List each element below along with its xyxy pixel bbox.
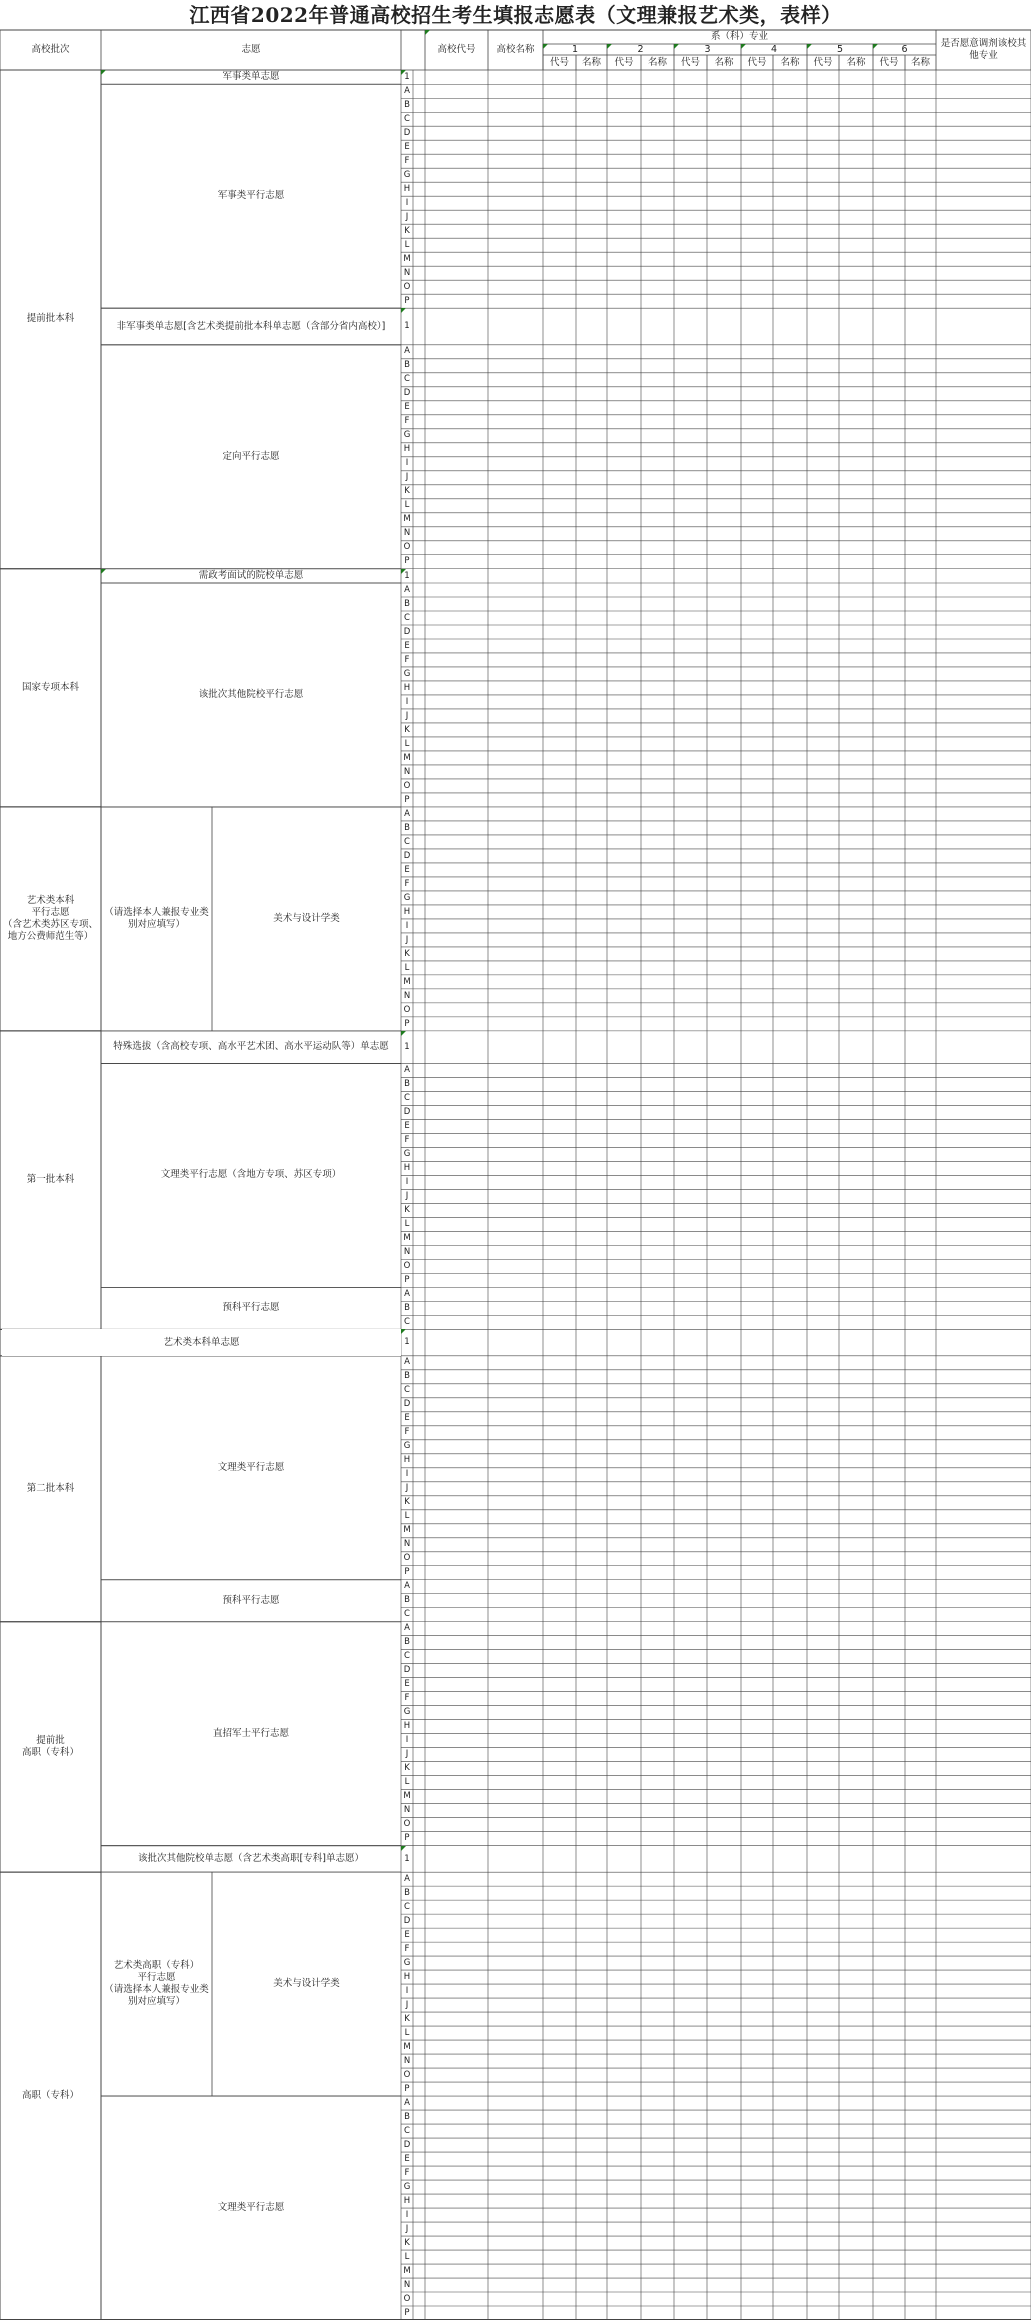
header-major-code: 代号	[680, 56, 700, 68]
header-majors: 系（科）专业	[710, 31, 768, 43]
row-label: J	[405, 1749, 409, 1760]
row-label: J	[405, 472, 409, 483]
row-label: J	[405, 2223, 409, 2234]
row-label: O	[403, 2069, 411, 2080]
section-wenli-gaozhi: 文理类平行志愿	[217, 2202, 285, 2214]
row-label: L	[404, 2251, 410, 2262]
section-yuke-dier: 预科平行志愿	[222, 1594, 280, 1606]
row-label: D	[403, 850, 411, 861]
row-label: M	[403, 2265, 411, 2276]
header-school-code: 高校代号	[425, 30, 488, 70]
row-label: K	[404, 486, 410, 497]
header-major-3: 3	[674, 44, 741, 55]
row-label: H	[403, 1721, 411, 1732]
row-label: A	[404, 808, 410, 819]
section-junshi-single: 军事类单志愿	[101, 70, 401, 84]
row-label: 1	[401, 1329, 413, 1355]
section-yishu-gaozhi: 艺术类高职（专科） 平行志愿 （请选择本人兼报专业类别对应填写）	[104, 1960, 209, 2007]
section-feijunshi-single: 非军事类单志愿[含艺术类提前批本科单志愿（含部分省内高校）]	[116, 320, 386, 332]
row-label: M	[403, 514, 411, 525]
batch-yishu-benke: 艺术类本科 平行志愿 （含艺术类苏区专项、地方公费师范生等）	[2, 895, 98, 942]
row-label: A	[404, 1289, 410, 1300]
row-label: B	[404, 822, 410, 833]
row-label: L	[404, 2027, 410, 2038]
row-label: D	[403, 1107, 411, 1118]
row-label: 1	[401, 569, 413, 583]
row-label: P	[404, 1018, 410, 1029]
row-label: C	[404, 1317, 410, 1328]
row-label: G	[403, 2181, 411, 2192]
section-yishu-hint: （请选择本人兼报专业类别对应填写）	[104, 907, 209, 930]
row-label: C	[404, 1609, 410, 1620]
row-label: K	[404, 2237, 410, 2248]
row-label: M	[403, 752, 411, 763]
row-label: J	[405, 1999, 409, 2010]
row-label: G	[403, 1149, 411, 1160]
row-label: B	[404, 1079, 410, 1090]
row-label: P	[404, 2307, 410, 2318]
row-label: F	[404, 416, 410, 427]
row-label: M	[403, 1525, 411, 1536]
row-label: P	[404, 295, 410, 306]
row-label: B	[404, 1303, 410, 1314]
row-label: A	[404, 2097, 410, 2108]
row-label: K	[404, 1205, 410, 1216]
row-label: C	[404, 2125, 410, 2136]
section-wenli-diyi: 文理类平行志愿（含地方专项、苏区专项）	[160, 1169, 342, 1181]
row-label: C	[404, 1385, 410, 1396]
row-label: D	[403, 127, 411, 138]
row-label: D	[403, 626, 411, 637]
row-label: N	[403, 1805, 411, 1816]
row-label: M	[403, 976, 411, 987]
row-label: C	[404, 1651, 410, 1662]
row-label: D	[403, 1399, 411, 1410]
row-label: P	[404, 2083, 410, 2094]
row-label: B	[404, 1595, 410, 1606]
row-label: K	[404, 948, 410, 959]
row-label: B	[404, 2111, 410, 2122]
row-label: M	[403, 2041, 411, 2052]
row-label: M	[403, 253, 411, 264]
row-label: O	[403, 780, 411, 791]
batch-tiqian-gaozhi: 提前批 高职（专科）	[21, 1735, 79, 1758]
row-label: B	[404, 360, 410, 371]
row-label: O	[403, 1261, 411, 1272]
header-zhiyuan: 志愿	[241, 44, 261, 56]
row-label: I	[405, 458, 409, 469]
row-label: O	[403, 542, 411, 553]
row-label: K	[404, 2013, 410, 2024]
row-label: O	[403, 2293, 411, 2304]
row-label: D	[403, 2139, 411, 2150]
row-label: O	[403, 1553, 411, 1564]
row-label: L	[404, 1777, 410, 1788]
row-label: O	[403, 281, 411, 292]
row-label: L	[404, 239, 410, 250]
row-label: J	[405, 710, 409, 721]
header-major-name: 名称	[910, 56, 930, 68]
row-label: I	[405, 197, 409, 208]
row-label: 1	[401, 1031, 413, 1064]
row-label: F	[404, 2167, 410, 2178]
row-label: N	[403, 1539, 411, 1550]
row-label: P	[404, 556, 410, 567]
row-label: F	[404, 1427, 410, 1438]
row-label: B	[404, 1637, 410, 1648]
row-label: D	[403, 1915, 411, 1926]
row-label: E	[404, 141, 410, 152]
row-label: A	[404, 1623, 410, 1634]
row-label: G	[403, 668, 411, 679]
header-batch: 高校批次	[31, 44, 70, 56]
batch-dier: 第二批本科	[26, 1482, 75, 1494]
row-label: C	[404, 836, 410, 847]
header-major-2: 2	[607, 44, 674, 55]
row-label: F	[404, 654, 410, 665]
section-gaozhi-single: 该批次其他院校单志愿（含艺术类高职[专科]单志愿）	[138, 1852, 364, 1864]
row-label: M	[403, 1791, 411, 1802]
header-major-name: 名称	[846, 56, 866, 68]
section-yishu-single: 艺术类本科单志愿	[2, 1329, 401, 1355]
row-label: H	[403, 1971, 411, 1982]
header-major-4: 4	[741, 44, 807, 55]
row-label: N	[403, 528, 411, 539]
header-major-name: 名称	[581, 56, 601, 68]
header-major-code: 代号	[549, 56, 569, 68]
row-label: C	[404, 1901, 410, 1912]
row-label: N	[403, 2055, 411, 2066]
row-label: K	[404, 1497, 410, 1508]
row-label: F	[404, 878, 410, 889]
header-adjust: 是否愿意调剂该校其他专业	[940, 38, 1027, 61]
row-label: G	[403, 1957, 411, 1968]
header-major-5: 5	[807, 44, 873, 55]
row-label: E	[404, 402, 410, 413]
row-label: K	[404, 724, 410, 735]
row-label: P	[404, 1275, 410, 1286]
row-label: H	[403, 906, 411, 917]
row-label: I	[405, 1469, 409, 1480]
row-label: P	[404, 1567, 410, 1578]
row-label: F	[404, 1943, 410, 1954]
row-label: J	[405, 211, 409, 222]
row-label: B	[404, 598, 410, 609]
section-yuke-diyi: 预科平行志愿	[222, 1302, 280, 1314]
row-label: O	[403, 1004, 411, 1015]
row-label: J	[405, 1191, 409, 1202]
row-label: F	[404, 155, 410, 166]
row-label: B	[404, 1371, 410, 1382]
section-teshu: 特殊选拔（含高校专项、高水平艺术团、高水平运动队等）单志愿	[113, 1041, 389, 1053]
row-label: E	[404, 1121, 410, 1132]
row-label: N	[403, 990, 411, 1001]
row-label: N	[403, 1247, 411, 1258]
row-label: G	[403, 1441, 411, 1452]
section-meishu: 美术与设计学类	[273, 912, 340, 924]
row-label: K	[404, 225, 410, 236]
header-major-code: 代号	[813, 56, 833, 68]
header-major-6: 6	[873, 44, 936, 55]
section-guojia-parallel: 该批次其他院校平行志愿	[198, 689, 304, 701]
row-label: F	[404, 1693, 410, 1704]
row-label: H	[403, 1455, 411, 1466]
row-label: A	[404, 584, 410, 595]
row-label: I	[405, 1177, 409, 1188]
header-major-1: 1	[543, 44, 607, 55]
row-label: C	[404, 113, 410, 124]
row-label: G	[403, 1707, 411, 1718]
row-label: C	[404, 1093, 410, 1104]
row-label: L	[404, 738, 410, 749]
header-school-name: 高校名称	[496, 44, 535, 56]
section-guojia-single: 需政考面试的院校单志愿	[101, 569, 401, 583]
row-label: P	[404, 794, 410, 805]
row-label: E	[404, 864, 410, 875]
header-major-code: 代号	[747, 56, 767, 68]
row-label: D	[403, 388, 411, 399]
row-label: 1	[401, 70, 413, 84]
row-label: I	[405, 696, 409, 707]
row-label: H	[403, 1163, 411, 1174]
row-label: C	[404, 374, 410, 385]
row-label: E	[404, 1679, 410, 1690]
row-label: F	[404, 1135, 410, 1146]
section-wenli-dier: 文理类平行志愿	[217, 1461, 285, 1473]
header-major-code: 代号	[879, 56, 899, 68]
header-major-name: 名称	[780, 56, 800, 68]
batch-gaozhi: 高职（专科）	[21, 2090, 79, 2102]
batch-diyi: 第一批本科	[26, 1174, 75, 1186]
row-label: A	[404, 1581, 410, 1592]
row-label: I	[405, 1735, 409, 1746]
row-label: H	[403, 444, 411, 455]
row-label: A	[404, 85, 410, 96]
row-label: I	[405, 920, 409, 931]
row-label: C	[404, 612, 410, 623]
row-label: D	[403, 1665, 411, 1676]
row-label: N	[403, 766, 411, 777]
row-label: A	[404, 1065, 410, 1076]
row-label: L	[404, 1219, 410, 1230]
row-label: E	[404, 2153, 410, 2164]
row-label: 1	[401, 1846, 413, 1872]
row-label: H	[403, 2195, 411, 2206]
row-label: G	[403, 169, 411, 180]
form-title: 江西省2022年普通高校招生考生填报志愿表（文理兼报艺术类，表样）	[189, 3, 842, 27]
row-label: L	[404, 962, 410, 973]
row-label: J	[405, 934, 409, 945]
batch-tiqian-benke: 提前批本科	[26, 313, 75, 325]
row-label: 1	[401, 308, 413, 345]
batch-guojia: 国家专项本科	[21, 681, 79, 693]
row-label: L	[404, 500, 410, 511]
row-label: P	[404, 1833, 410, 1844]
row-label: A	[404, 1873, 410, 1884]
row-label: M	[403, 1233, 411, 1244]
row-label: G	[403, 892, 411, 903]
row-label: H	[403, 682, 411, 693]
section-junshi-parallel: 军事类平行志愿	[217, 190, 285, 202]
row-label: I	[405, 2209, 409, 2220]
row-label: L	[404, 1511, 410, 1522]
header-major-code: 代号	[614, 56, 634, 68]
row-label: J	[405, 1483, 409, 1494]
row-label: O	[403, 1819, 411, 1830]
row-label: A	[404, 346, 410, 357]
row-label: H	[403, 183, 411, 194]
row-label: I	[405, 1985, 409, 1996]
section-dingxiang: 定向平行志愿	[222, 450, 280, 462]
header-major-name: 名称	[647, 56, 667, 68]
header-major-name: 名称	[714, 56, 734, 68]
row-label: N	[403, 2279, 411, 2290]
row-label: N	[403, 267, 411, 278]
row-label: E	[404, 1413, 410, 1424]
row-label: B	[404, 1887, 410, 1898]
row-label: B	[404, 99, 410, 110]
row-label: A	[404, 1357, 410, 1368]
row-label: E	[404, 640, 410, 651]
section-meishu2: 美术与设计学类	[273, 1978, 340, 1990]
row-label: G	[403, 430, 411, 441]
row-label: K	[404, 1763, 410, 1774]
section-zhishi: 直招军士平行志愿	[212, 1727, 289, 1739]
row-label: E	[404, 1929, 410, 1940]
